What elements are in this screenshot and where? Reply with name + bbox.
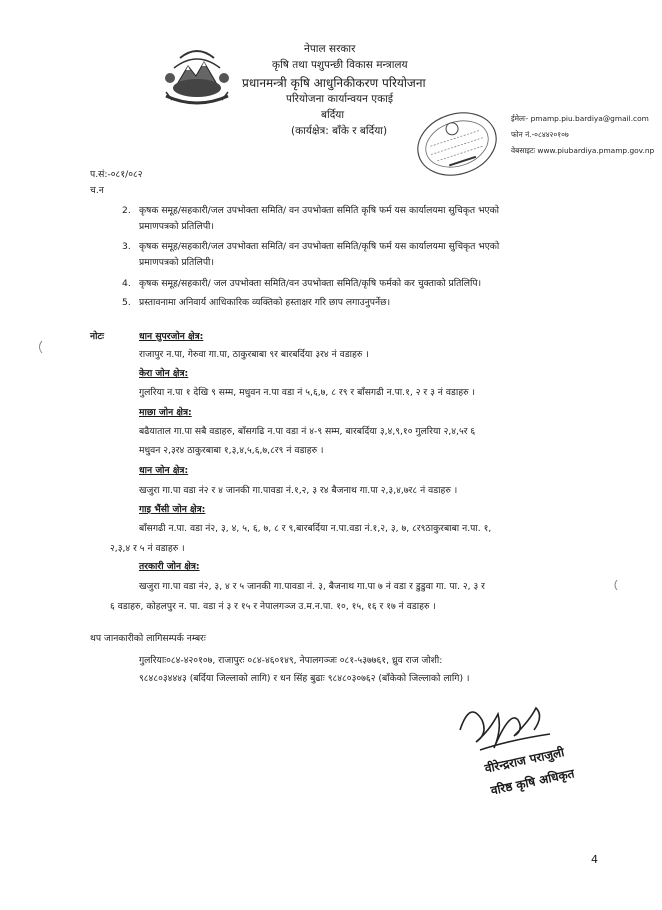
zone-title: धान जोन क्षेत्र:	[139, 465, 189, 476]
header-jurisdiction: (कार्यक्षेत्र: बाँके र बर्दिया)	[291, 125, 388, 137]
list-item-line: कृषक समूह/सहकारी/ जल उपभोक्ता समिति/वन उपभोक्ता समिति/कृषि फर्मको कर चुक्ताको प्रतिलिपि।	[139, 278, 482, 289]
signatory-name: वीरेन्द्रराज पराजुली	[483, 745, 566, 776]
list-item-number: 3.	[122, 241, 131, 252]
contact-intro: थप जानकारीको लागिसम्पर्क नम्बरः	[90, 633, 206, 644]
stray-mark	[612, 579, 622, 591]
zone-title: गाइ भैंसी जोन क्षेत्र:	[139, 504, 206, 515]
zone-line: गुलरिया न.पा १ देखि ९ सम्म, मधुवन न.पा वडा नं ५,६,७, ८ र९ र बाँसगढी न.पा.१, २ र ३ नं वडाहरु ।	[139, 387, 475, 398]
contact-line: गुलरियाः०८४-४२०१०७, राजापुरः ०८४-४६०१४९, नेपालगञ्जः ०८१-५३७७६१, ध्रुव राज जोशी:	[139, 655, 443, 666]
zone-line: बाँसगढी न.पा. वडा नं२, ३, ४, ५, ६, ७, ८ र ९,बारबर्दिया न.पा.वडा नं.१,२, ३, ७, ८र९ठाकुरबाबा न.पा. १,	[139, 523, 492, 534]
list-item-number: 4.	[122, 278, 131, 289]
zone-title: तरकारी जोन क्षेत्र:	[139, 561, 200, 572]
header-district: बर्दिया	[321, 109, 345, 121]
website-link[interactable]: वेबसाइटः www.piubardiya.pmamp.gov.np	[511, 146, 655, 155]
note-label: नोटः	[90, 331, 104, 342]
zone-line: बढैयाताल गा.पा सबै वडाहरु, बाँसगढि न.पा वडा नं ४-९ सम्म, बारबर्दिया ३,४,९,१० गुलरिया २,४,५र ६	[139, 426, 476, 437]
email-link[interactable]: ईमेलः- pmamp.piu.bardiya@gmail.com	[511, 114, 649, 123]
list-item-line: कृषक समूह/सहकारी/जल उपभोक्ता समिति/ वन उपभोक्ता समिति कृषि फर्म यस कार्यालयमा सुचिकृत भएको	[139, 205, 500, 216]
header-project: प्रधानमन्त्री कृषि आधुनिकीकरण परियोजना	[242, 76, 426, 90]
list-item-number: 2.	[122, 205, 131, 216]
list-item-number: 5.	[122, 297, 131, 308]
header-government: नेपाल सरकार	[304, 43, 356, 55]
phone-number: फोन नं.-०८४४२०१०७	[511, 130, 569, 139]
signatory-title: वरिष्ठ कृषि अधिकृत	[489, 766, 576, 798]
letter-number: प.सं:-०८१/०८२	[90, 169, 143, 180]
zone-line: खजुरा गा.पा वडा नं२, ३, ४ र ५ जानकी गा.पावडा नं. ३, बैजनाथ गा.पा ७ नं वडा र डुडुवा गा. पा. २, ३ र	[139, 581, 485, 592]
page-number: 4	[591, 853, 598, 866]
list-item-line: प्रमाणपत्रको प्रतिलिपी।	[139, 257, 214, 268]
nepal-emblem-icon	[160, 40, 234, 110]
zone-line: २,३,४ र ५ नं वडाहरु ।	[110, 543, 185, 554]
stray-mark	[36, 340, 48, 354]
dispatch-number: च.न	[90, 185, 104, 196]
list-item-line: प्रस्तावनामा अनिवार्य आधिकारिक व्यक्तिको हस्ताक्षर गरि छाप लगाउनुपर्नेछ।	[139, 297, 391, 308]
list-item-line: कृषक समूह/सहकारी/जल उपभोक्ता समिति/ वन उपभोक्ता समिति/कृषि फर्म यस कार्यालयमा सुचिकृत भएको	[139, 241, 500, 252]
zone-line: मधुवन २,३र४ ठाकुरबाबा १,३,४,५,६,७,८र९ नं वडाहरु ।	[139, 445, 324, 456]
zone-line: ६ वडाहरु, कोहलपुर न. पा. वडा नं ३ र १५ र नेपालगञ्ज उ.म.न.पा. १०, १५, १६ र १७ नं वडाहरु ।	[110, 601, 436, 612]
zone-title: केरा जोन क्षेत्र:	[139, 368, 189, 379]
zone-title: धान सुपरजोन क्षेत्र:	[139, 331, 204, 342]
header-ministry: कृषि तथा पशुपन्छी विकास मन्त्रालय	[272, 59, 408, 71]
zone-line: खजुरा गा.पा वडा नं२ र ४ जानकी गा.पावडा नं.१,२, ३ र४ बैजनाथ गा.पा २,३,४,७र८ नं वडाहरु ।	[139, 485, 458, 496]
contact-line: ९८४८०३४४४३ (बर्दिया जिल्लाको लागि) र धन सिंह बुढाः ९८४८०३०७६२ (बाँकेको जिल्लाको लागि) ।	[139, 673, 470, 684]
list-item-line: प्रमाणपत्रको प्रतिलिपी।	[139, 221, 214, 232]
zone-line: राजापुर न.पा, गेरुवा गा.पा, ठाकुरबाबा ९र बारबर्दिया ३र४ नं वडाहरु ।	[139, 349, 369, 360]
header-unit: परियोजना कार्यान्वयन एकाई	[286, 93, 394, 105]
office-seal-stamp	[413, 108, 501, 180]
zone-title: माछा जोन क्षेत्र:	[139, 407, 192, 418]
